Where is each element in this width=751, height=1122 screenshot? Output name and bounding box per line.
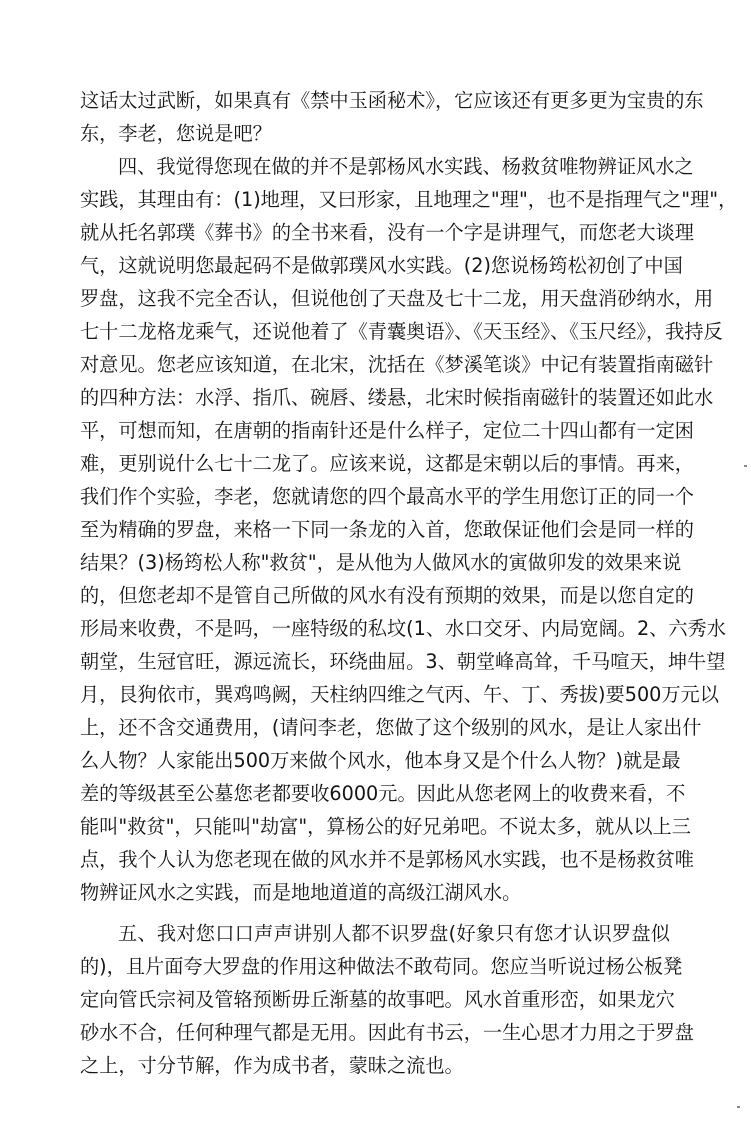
text-line: 难，更别说什么七十二龙了。应该来说，这都是宋朝以后的事情。再来， [80, 452, 694, 475]
text-line: 朝堂，生冠官旺，源远流长，环绕曲屈。3、朝堂峰高耸，千马喧天，坤牛望 [80, 650, 726, 673]
text-line: 东，李老，您说是吧？ [80, 122, 272, 145]
paragraph-3 [80, 917, 694, 1082]
text-line: 之上，寸分节解，作为成书者，蒙昧之流也。 [80, 1054, 464, 1077]
text-line: 的四种方法：水浮、指爪、碗唇、缕悬，北宋时候指南磁针的装置还如此水 [80, 386, 714, 409]
text-line: 物辨证风水之实践，而是地地道道的高级江湖风水。 [80, 881, 522, 904]
text-line: 平，可想而知，在唐朝的指南针还是什么样子，定位二十四山都有一定困 [80, 419, 694, 442]
text-line: 结果？(3)杨筠松人称"救贫"，是从他为人做风水的寅做卯发的效果来说 [80, 551, 682, 574]
text-line: 么人物？人家能出500万来做个风水，他本身又是个什么人物？)就是最 [80, 749, 681, 772]
text-line: 我们作个实验，李老，您就请您的四个最高水平的学生用您订正的同一个 [80, 485, 694, 508]
scan-speck [744, 465, 747, 467]
text-line: 气，这就说明您最起码不是做郭璞风水实践。(2)您说杨筠松初创了中国 [80, 254, 683, 277]
text-line: 上，还不含交通费用，(请问李老，您做了这个级别的风水，是让人家出什 [80, 716, 702, 739]
text-line: 实践，其理由有：(1)地理，又曰形家，且地理之"理"，也不是指理气之"理"， [80, 188, 738, 211]
text-line: 的)，且片面夸大罗盘的作用这种做法不敢苟同。您应当听说过杨公板凳 [80, 955, 683, 978]
text-line: 四、我觉得您现在做的并不是郭杨风水实践、杨救贫唯物辨证风水之 [118, 155, 694, 178]
text-line: 形局来收费，不是吗，一座特级的私坟(1、水口交牙、内局宽阔。2、六秀水 [80, 617, 726, 640]
text-line: 砂水不合，任何种理气都是无用。因此有书云，一生心思才力用之于罗盘 [80, 1021, 694, 1044]
text-line: 能叫"救贫"，只能叫"劫富"，算杨公的好兄弟吧。不说太多，就从以上三 [80, 815, 691, 838]
text-line: 至为精确的罗盘，来格一下同一条龙的入首，您敢保证他们会是同一样的 [80, 518, 694, 541]
scan-speck [737, 1106, 740, 1108]
paragraph-1 [80, 84, 704, 150]
paragraph-2 [80, 150, 738, 909]
document-page [80, 84, 738, 1082]
text-line: 这话太过武断，如果真有《禁中玉函秘术》，它应该还有更多更为宝贵的东 [80, 89, 704, 112]
text-line: 的，但您老却不是管自己所做的风水有没有预期的效果，而是以您自定的 [80, 584, 694, 607]
text-line: 差的等级甚至公墓您老都要收6000元。因此从您老网上的收费来看，不 [80, 782, 686, 805]
text-line: 五、我对您口口声声讲别人都不识罗盘(好象只有您才认识罗盘似 [118, 922, 670, 945]
text-line: 点，我个人认为您老现在做的风水并不是郭杨风水实践，也不是杨救贫唯 [80, 848, 694, 871]
text-line: 定向管氏宗祠及管辂预断毋丘渐墓的故事吧。风水首重形峦，如果龙穴 [80, 988, 675, 1011]
text-line: 罗盘，这我不完全否认，但说他创了天盘及七十二龙，用天盘消砂纳水，用 [80, 287, 714, 310]
text-line: 七十二龙格龙乘气，还说他着了《青囊奥语》、《天玉经》、《玉尺经》，我持反 [80, 320, 723, 343]
text-line: 就从托名郭璞《葬书》的全书来看，没有一个字是讲理气，而您老大谈理 [80, 221, 694, 244]
text-line: 对意见。您老应该知道，在北宋，沈括在《梦溪笔谈》中记有装置指南磁针 [80, 353, 714, 376]
text-line: 月，艮狗依市，巽鸡鸣阙，天柱纳四维之气丙、午、丁、秀拔)要500万元以 [80, 683, 719, 706]
